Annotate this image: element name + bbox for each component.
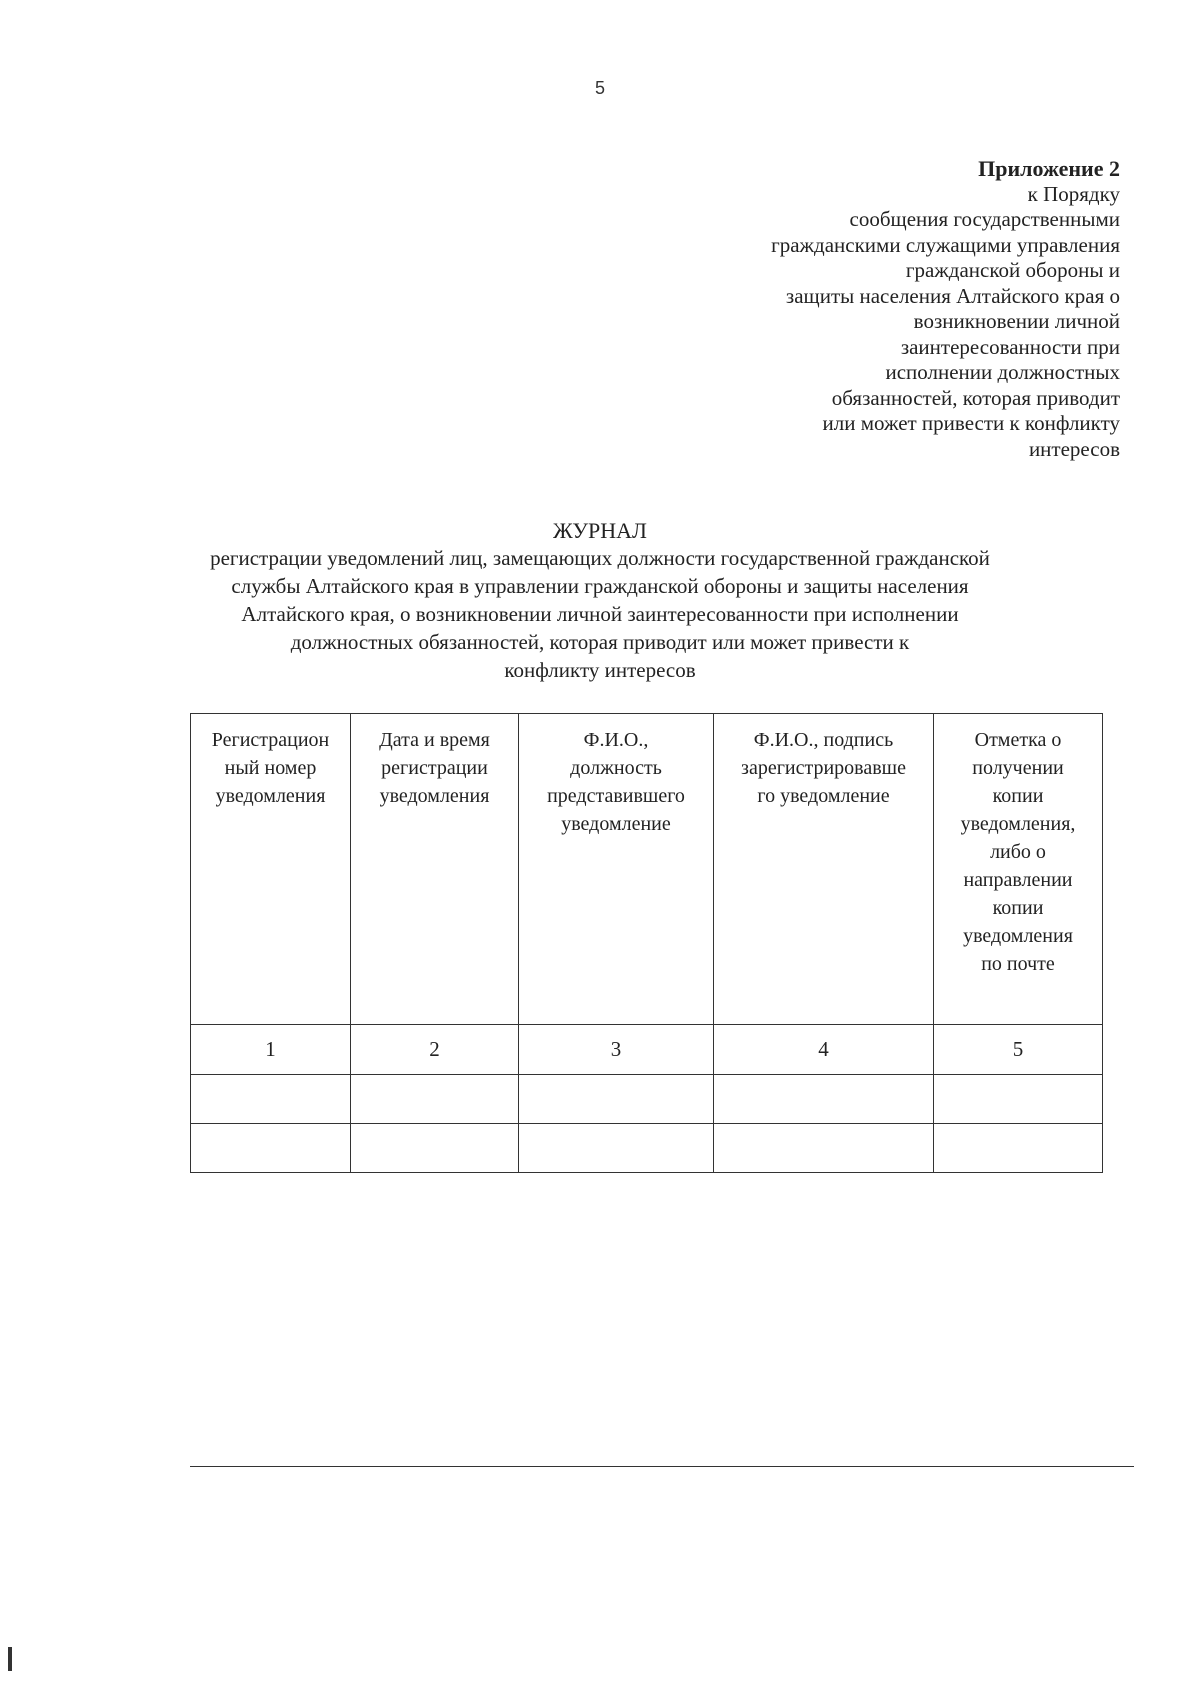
column-number: 5: [934, 1025, 1103, 1075]
appendix-line: к Порядку: [1027, 181, 1120, 206]
appendix-line: защиты населения Алтайского края о: [785, 283, 1120, 308]
table-cell: [934, 1124, 1103, 1173]
column-number: 4: [714, 1025, 934, 1075]
subtitle-line: должностных обязанностей, которая приводит или может привести к: [290, 630, 910, 654]
subtitle-line: регистрации уведомлений лиц, замещающих должности государственной гражданской: [210, 546, 990, 570]
header-registrar: Ф.И.О., подпись зарегистрировавше го уведомление: [714, 714, 934, 1025]
footer-divider: [190, 1466, 1134, 1467]
table-cell: [934, 1075, 1103, 1124]
table-header-row: [191, 714, 1103, 1025]
appendix-line: возникновении личной: [913, 309, 1120, 333]
column-number: 2: [351, 1025, 519, 1075]
subtitle-line: Алтайского края, о возникновении личной заинтересованности при исполнении: [241, 602, 959, 626]
subtitle-line: конфликту интересов: [504, 658, 696, 682]
appendix-line: сообщения государственными: [849, 207, 1120, 231]
appendix-title: Приложение 2: [978, 156, 1120, 181]
subtitle-line: службы Алтайского края в управлении гражданской обороны и защиты населения: [231, 574, 969, 598]
appendix-line: гражданской обороны и: [905, 258, 1120, 282]
header-registration-number: Регистрацион ный номер уведомления: [191, 714, 351, 1025]
table-cell: [714, 1075, 934, 1124]
column-number: 1: [191, 1025, 351, 1075]
page-number: 5: [594, 78, 605, 98]
table-cell: [191, 1124, 351, 1173]
scan-mark: [8, 1647, 12, 1671]
header-submitter: Ф.И.О., должность представившего уведомление: [519, 714, 714, 1025]
appendix-block: [560, 156, 1120, 462]
appendix-line: или может привести к конфликту: [822, 411, 1120, 435]
header-registration-date: Дата и время регистрации уведомления: [351, 714, 519, 1025]
column-number-row: [191, 1025, 1103, 1075]
journal-subtitle: [100, 544, 1100, 684]
table-cell: [191, 1075, 351, 1124]
table-cell: [714, 1124, 934, 1173]
appendix-line: заинтересованности при: [900, 334, 1120, 359]
table-cell: [351, 1075, 519, 1124]
table-cell: [519, 1124, 714, 1173]
table-row: [191, 1075, 1103, 1124]
table-cell: [519, 1075, 714, 1124]
journal-title: ЖУРНАЛ: [553, 518, 647, 543]
journal-table: [190, 713, 1103, 1173]
appendix-line: гражданскими служащими управления: [771, 232, 1120, 257]
header-copy-note: Отметка о получении копии уведомления, либо о направлении копии уведомления по почте: [934, 714, 1103, 1025]
appendix-line: исполнении должностных: [885, 360, 1120, 384]
column-number: 3: [519, 1025, 714, 1075]
table-cell: [351, 1124, 519, 1173]
appendix-line: интересов: [1028, 436, 1120, 461]
table-row: [191, 1124, 1103, 1173]
appendix-line: обязанностей, которая приводит: [831, 385, 1120, 410]
